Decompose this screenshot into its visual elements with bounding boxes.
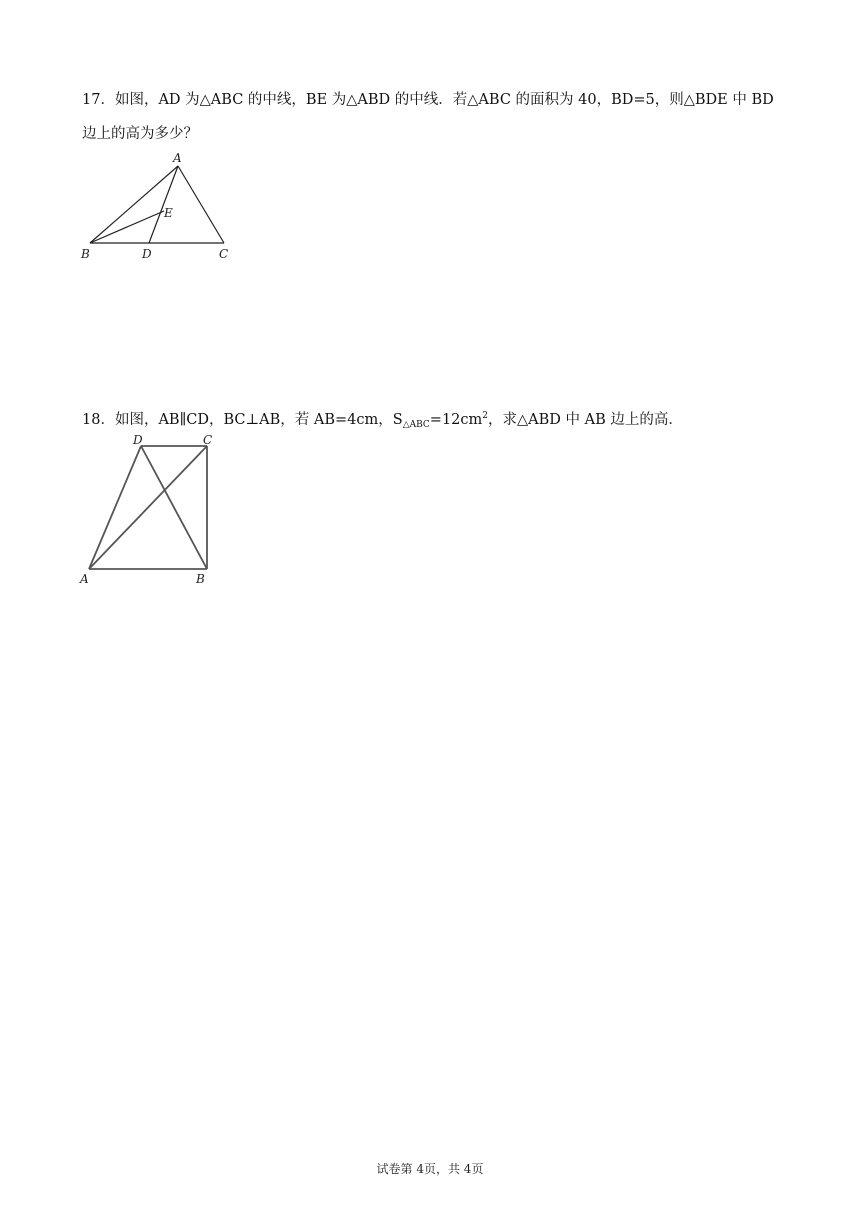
question-17-number: 17． <box>82 92 115 108</box>
segment-ad <box>89 446 141 569</box>
label-a: A <box>173 151 182 165</box>
question-17-text-1: 如图，AD 为△ABC 的中线，BE 为△ABD 的中线．若△ABC 的面积为 40，BD=5，则△BDE 中 BD <box>114 92 774 108</box>
label-c: C <box>203 433 213 447</box>
label-b: B <box>196 572 205 586</box>
label-d: D <box>133 433 143 447</box>
label-a: A <box>80 572 89 586</box>
question-17-line-1 <box>82 84 774 116</box>
label-b: B <box>81 247 90 261</box>
area-symbol: S <box>392 412 403 428</box>
question-17-text-2: 边上的高为多少？ <box>82 126 198 142</box>
question-18-figure <box>74 430 224 590</box>
area-subscript: △ABC <box>402 420 430 430</box>
question-17-figure <box>78 150 238 265</box>
question-18-number: 18． <box>82 412 115 428</box>
label-d: D <box>142 247 152 261</box>
segment-ab <box>90 166 178 243</box>
question-18-text-before: 如图，AB∥CD，BC⊥AB，若 AB=4cm， <box>114 412 393 428</box>
segment-bd <box>141 446 207 569</box>
segment-ac <box>178 166 224 243</box>
page-footer: 试卷第 4页，共 4页 <box>376 1162 484 1176</box>
question-18-text-after: ，求△ABD 中 AB 边上的高． <box>488 412 683 428</box>
label-c: C <box>219 247 229 261</box>
label-e: E <box>164 206 173 220</box>
area-unit-superscript: 2 <box>482 411 489 421</box>
segment-ac <box>89 446 207 569</box>
question-17-line-2 <box>82 118 198 150</box>
area-value: =12cm <box>429 412 483 428</box>
segment-ad <box>149 166 178 243</box>
segment-be <box>90 211 164 243</box>
